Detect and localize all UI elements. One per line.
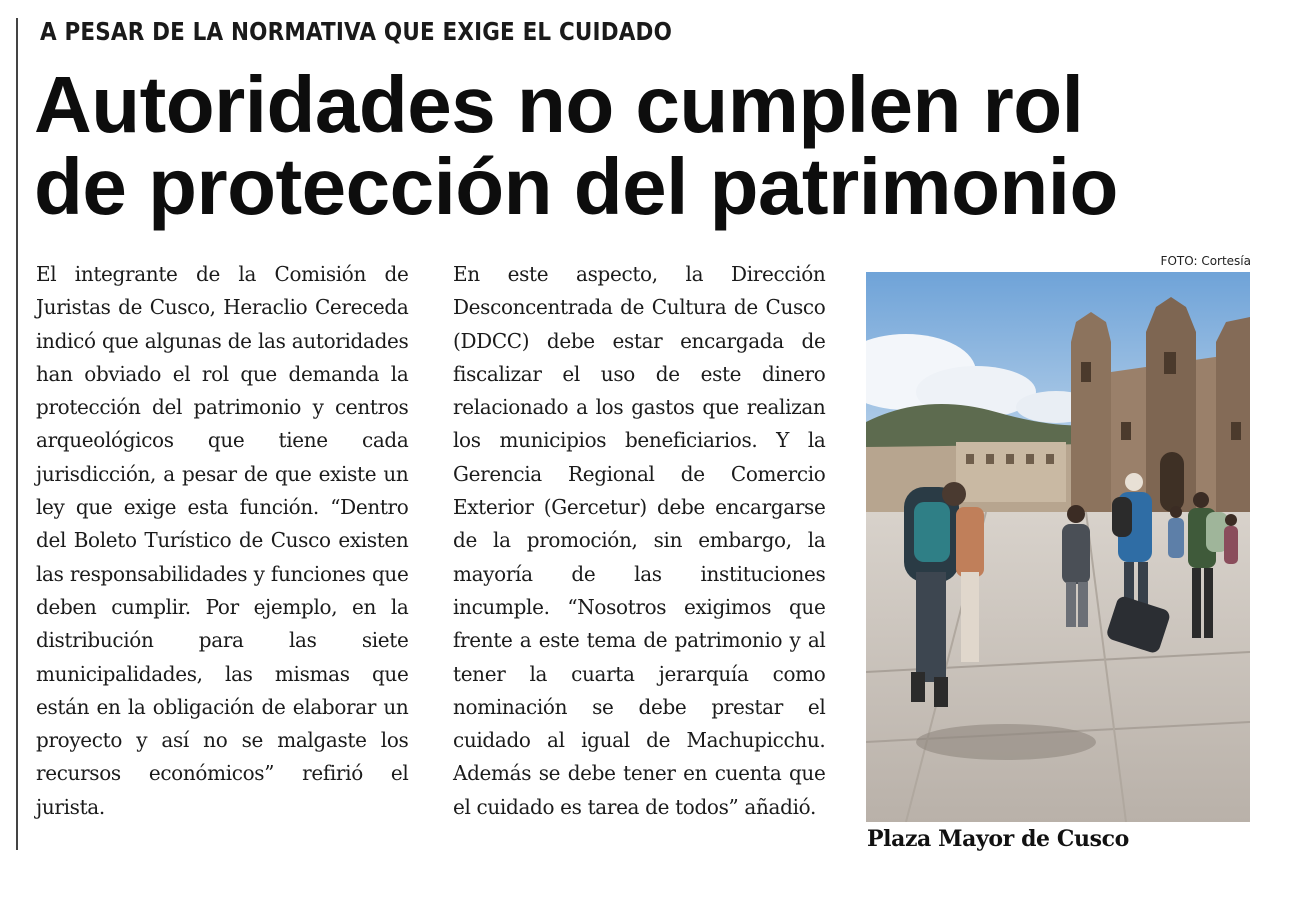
plaza-photo-illustration: [866, 272, 1250, 822]
article-headline: [34, 60, 1118, 231]
photo-credit: FOTO: Cortesía: [1160, 254, 1251, 268]
headline-line-2: de protección del patrimonio: [34, 142, 1118, 231]
plaza-photo: [866, 272, 1250, 822]
body-column-1: El integrante de la Comisión de Juristas de Cusco, Heraclio Cereceda indicó que algunas de las autoridades han obviado el rol que demanda la protección del patrimonio y centros arqueológicos que tiene cada jurisdicción, a pesar de que existe un ley que exige esta función. “Dentro del Boleto Turístico de Cusco existen las responsabilidades y funciones que deben cumplir. Por ejemplo, en la distribución para las siete municipalidades, las mismas que están en la obligación de elaborar un proyecto y así no se malgaste los recursos económicos” refirió el jurista.: [36, 262, 409, 819]
headline-line-1: Autoridades no cumplen rol: [34, 60, 1084, 149]
photo-caption: Plaza Mayor de Cusco: [867, 826, 1129, 852]
column-rule: [16, 18, 18, 850]
body-column-2: En este aspecto, la Dirección Desconcentrada de Cultura de Cusco (DDCC) debe estar encargada de fiscalizar el uso de este dinero relacionado a los gastos que realizan los municipios beneficiarios. Y la Gerencia Regional de Comercio Exterior (Gercetur) debe encargarse de la promoción, sin embargo, la mayoría de las instituciones incumple. “Nosotros exigimos que frente a este tema de patrimonio y al tener la cuarta jerarquía como nominación se debe prestar el cuidado al igual de Machupicchu. Además se debe tener en cuenta que el cuidado es tarea de todos” añadió.: [453, 262, 826, 819]
article-kicker: A PESAR DE LA NORMATIVA QUE EXIGE EL CUIDADO: [40, 17, 673, 46]
